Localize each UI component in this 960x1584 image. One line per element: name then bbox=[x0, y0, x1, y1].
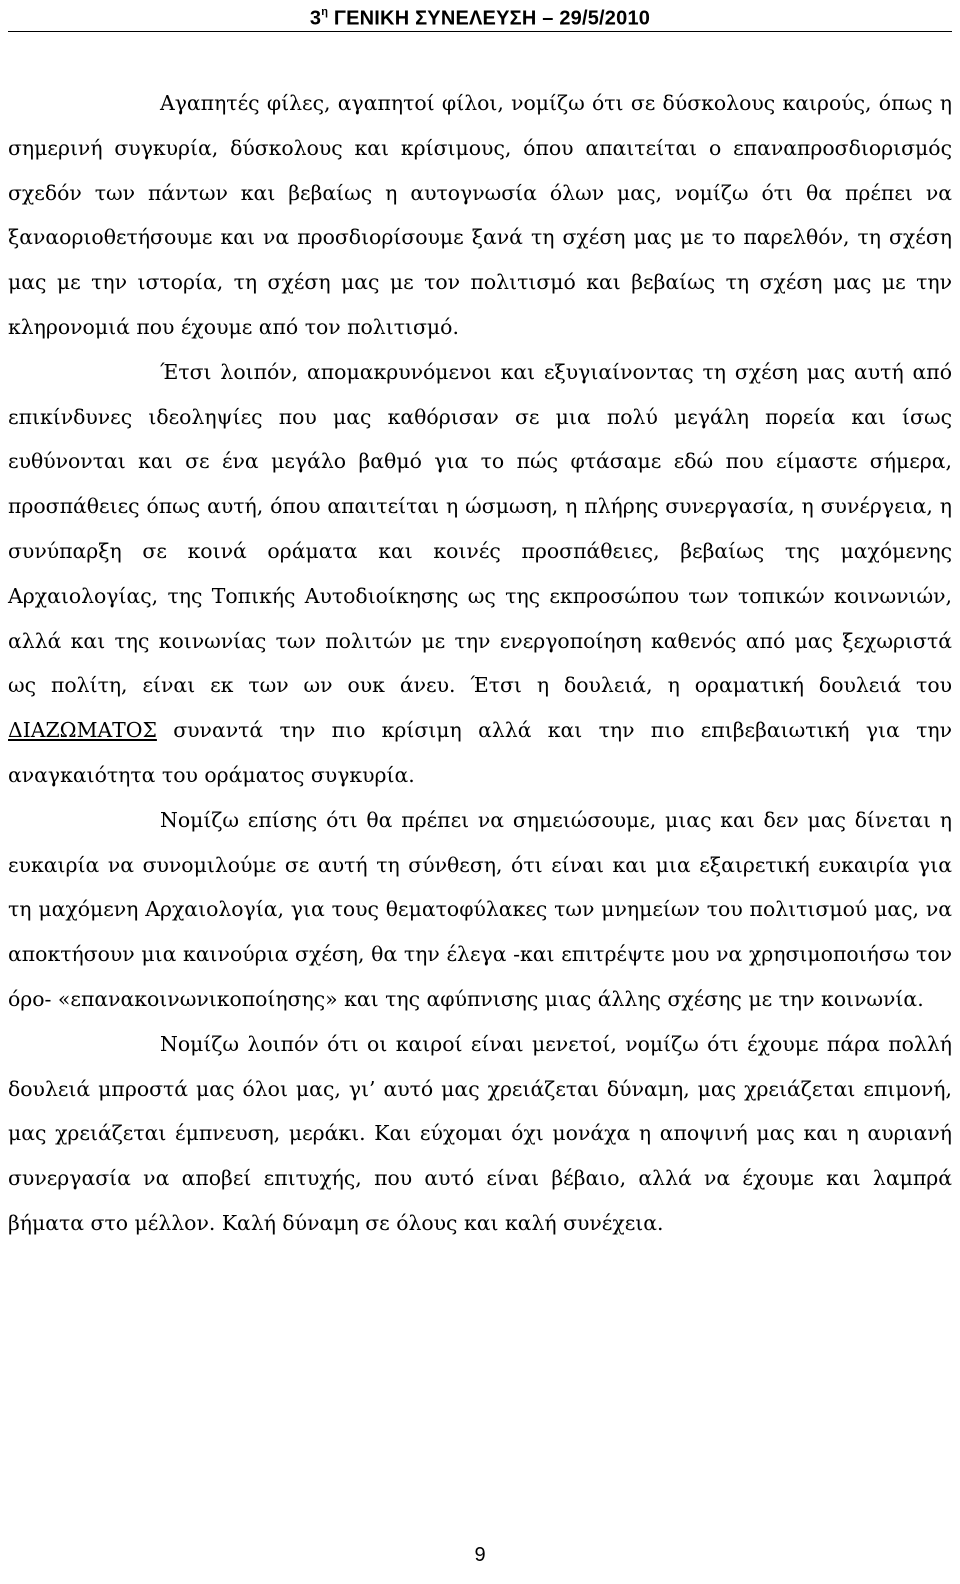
paragraph-4: Νομίζω λοιπόν ότι οι καιροί είναι μενετοί, νομίζω ότι έχουμε πάρα πολλή δουλειά μπροστά μας όλοι μας, γι’ αυτό μας χρειάζεται δύναμη, μας χρειάζεται επιμονή, μας χρειάζεται έμπνευση, μεράκι. Και εύχομαι όχι μονάχα η αποψινή μας και η αυριανή συνεργασία να αποβεί επιτυχής, που αυτό είναι βέβαιο, αλλά να έχουμε και λαμπρά βήματα στο μέλλον. Καλή δύναμη σε όλους και καλή συνέχεια. bbox=[8, 1031, 952, 1235]
header-ordinal-superscript: η bbox=[321, 6, 329, 18]
paragraph-3: Νομίζω επίσης ότι θα πρέπει να σημειώσουμε, μιας και δεν μας δίνεται η ευκαιρία να συνομιλούμε σε αυτή τη σύνθεση, ότι είναι και μια εξαιρετική ευκαιρία για τη μαχόμενη Αρχαιολογία, για τους θεματοφύλακες των μνημείων του πολιτισμού μας, να αποκτήσουν μια καινούρια σχέση, θα την έλεγα -και επιτρέψτε μου να χρησιμοποιήσω τον όρο- «επανακοινωνικοποίησης» και της αφύπνισης μιας άλλης σχέσης με την κοινωνία. bbox=[8, 807, 952, 1011]
page-header bbox=[0, 2, 960, 31]
page-number: 9 bbox=[474, 1544, 486, 1566]
paragraph-2-text-after: συναντά την πιο κρίσιμη αλλά και την πιο επιβεβαιωτική για την αναγκαιότητα του οράματος συγκυρία. bbox=[8, 718, 952, 787]
diazoma-emphasis: ΔΙΑΖΩΜΑΤΟΣ bbox=[8, 718, 157, 743]
document-body bbox=[8, 81, 952, 1246]
header-title: ΓΕΝΙΚΗ ΣΥΝΕΛΕΥΣΗ – 29/5/2010 bbox=[333, 7, 651, 30]
header-rule bbox=[8, 31, 952, 32]
paragraph-2-text-before: Έτσι λοιπόν, απομακρυνόμενοι και εξυγιαίνοντας τη σχέση μας αυτή από επικίνδυνες ιδεοληψίες που μας καθόρισαν σε μια πολύ μεγάλη πορεία και ίσως ευθύνονται και σε ένα μεγάλο βαθμό για το πώς φτάσαμε εδώ που είμαστε σήμερα, προσπάθειες όπως αυτή, όπου απαιτείται η ώσμωση, η πλήρης συνεργασία, η συνέργεια, η συνύπαρξη σε κοινά οράματα και κοινές προσπάθειες, βεβαίως της μαχόμενης Αρχαιολογίας, της Τοπικής Αυτοδιοίκησης ως της εκπροσώπου των τοπικών κοινωνιών, αλλά και της κοινωνίας των πολιτών με την ενεργοποίηση καθενός από μας ξεχωριστά ως πολίτη, είναι εκ των ων ουκ άνευ. Έτσι η δουλειά, η οραματική δουλειά του bbox=[8, 359, 952, 698]
paragraph-2 bbox=[8, 350, 952, 798]
paragraph-1: Αγαπητές φίλες, αγαπητοί φίλοι, νομίζω ότι σε δύσκολους καιρούς, όπως η σημερινή συγκυρία, δύσκολους και κρίσιμους, όπου απαιτείται ο επαναπροσδιορισμός σχεδόν των πάντων και βεβαίως η αυτογνωσία όλων μας, νομίζω ότι θα πρέπει να ξαναοριοθετήσουμε και να προσδιορίσουμε ξανά τη σχέση μας με το παρελθόν, τη σχέση μας με την ιστορία, τη σχέση μας με τον πολιτισμό και βεβαίως τη σχέση μας με την κληρονομιά που έχουμε από τον πολιτισμό. bbox=[8, 91, 952, 339]
header-ordinal: 3 bbox=[309, 7, 322, 30]
